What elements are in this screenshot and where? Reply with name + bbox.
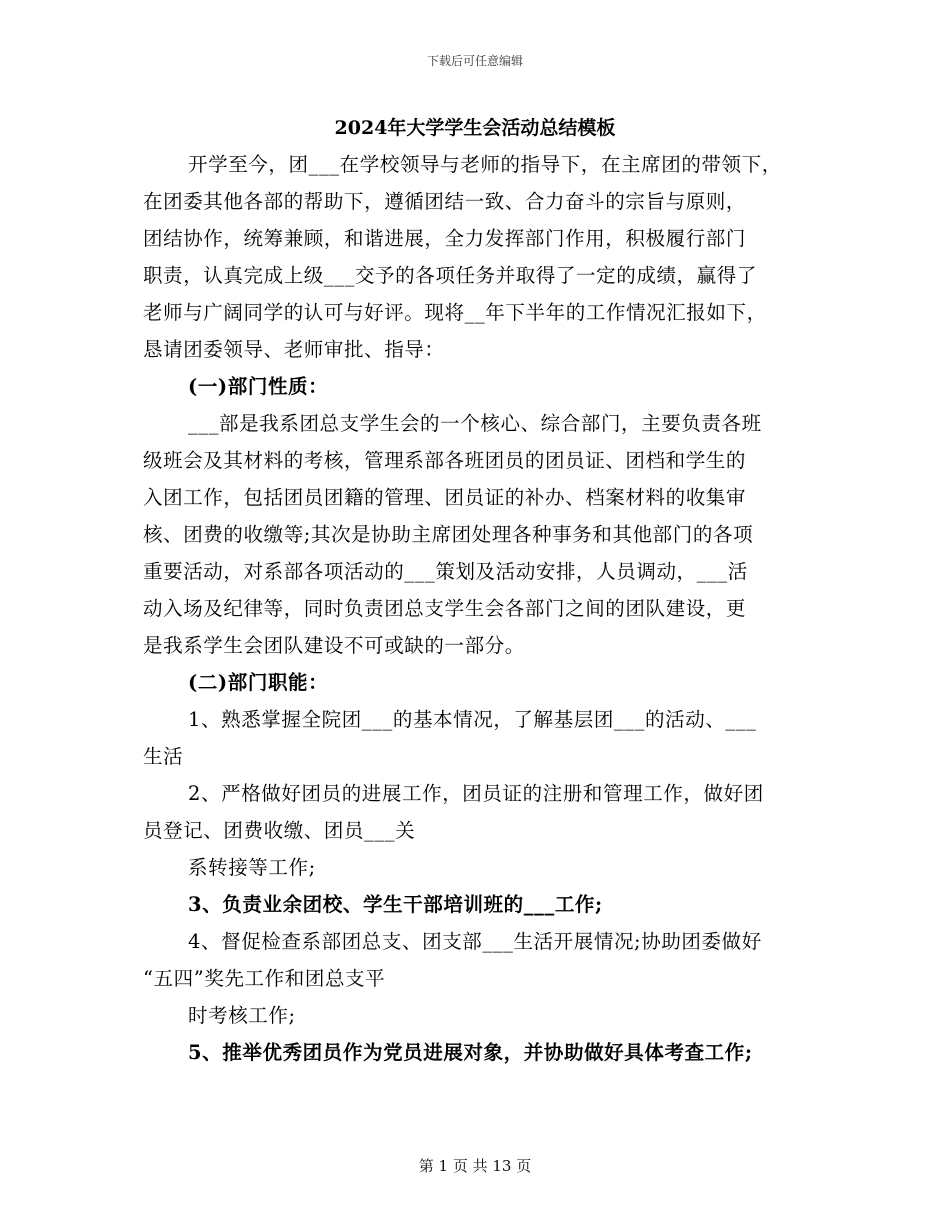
paragraph-line: 老师与广阔同学的认可与好评。现将__年下半年的工作情况汇报如下，: [143, 301, 767, 324]
paragraph-line: 恳请团委领导、老师审批、指导：: [143, 338, 445, 361]
paragraph-line: 重要活动，对系部各项活动的___策划及活动安排，人员调动，___活: [143, 560, 748, 583]
header-note: 下载后可任意编辑: [426, 54, 523, 68]
list-item-line: 1、熟悉掌握全院团___的基本情况，了解基层团___的活动、___: [188, 708, 757, 731]
list-item-line: 员登记、团费收缴、团员___关: [143, 819, 416, 842]
section-heading: (二)部门职能：: [188, 671, 329, 694]
paragraph-line: 核、团费的收缴等;其次是协助主席团处理各种事务和其他部门的各项: [143, 523, 754, 546]
list-item-line-bold: 3、负责业余团校、学生干部培训班的___工作;: [188, 893, 603, 916]
paragraph-line: 在团委其他各部的帮助下，遵循团结一致、合力奋斗的宗旨与原则，: [143, 190, 747, 213]
list-item-line: 生活: [143, 745, 184, 768]
document-title: 2024年大学学生会活动总结模板: [334, 117, 616, 139]
paragraph-line: 动入场及纪律等，同时负责团总支学生会各部门之间的团队建设，更: [143, 597, 747, 620]
paragraph-line: 级班会及其材料的考核，管理系部各班团员的团员证、团档和学生的: [143, 449, 747, 472]
paragraph-line: 入团工作，包括团员团籍的管理、团员证的补办、档案材料的收集审: [143, 486, 747, 509]
list-item-line: 系转接等工作;: [188, 856, 316, 879]
list-item-line: 时考核工作;: [188, 1004, 296, 1027]
page-indicator: 第 1 页 共 13 页: [418, 1157, 532, 1175]
paragraph-line: 是我系学生会团队建设不可或缺的一部分。: [143, 634, 525, 657]
paragraph-line: 职责，认真完成上级___交予的各项任务并取得了一定的成绩，赢得了: [143, 264, 757, 287]
list-item-line: 2、严格做好团员的进展工作，团员证的注册和管理工作，做好团: [188, 782, 764, 805]
paragraph-line: 开学至今，团___在学校领导与老师的指导下，在主席团的带领下，: [188, 153, 782, 176]
paragraph-line: ___部是我系团总支学生会的一个核心、综合部门，主要负责各班: [188, 412, 762, 435]
list-item-line: “五四”奖先工作和团总支平: [143, 967, 386, 990]
list-item-line: 4、督促检查系部团总支、团支部___生活开展情况;协助团委做好: [188, 930, 762, 953]
paragraph-line: 团结协作，统筹兼顾，和谐进展，全力发挥部门作用，积极履行部门: [143, 227, 747, 250]
section-heading: (一)部门性质：: [188, 375, 329, 398]
list-item-line-bold: 5、推举优秀团员作为党员进展对象，并协助做好具体考查工作;: [188, 1041, 753, 1064]
